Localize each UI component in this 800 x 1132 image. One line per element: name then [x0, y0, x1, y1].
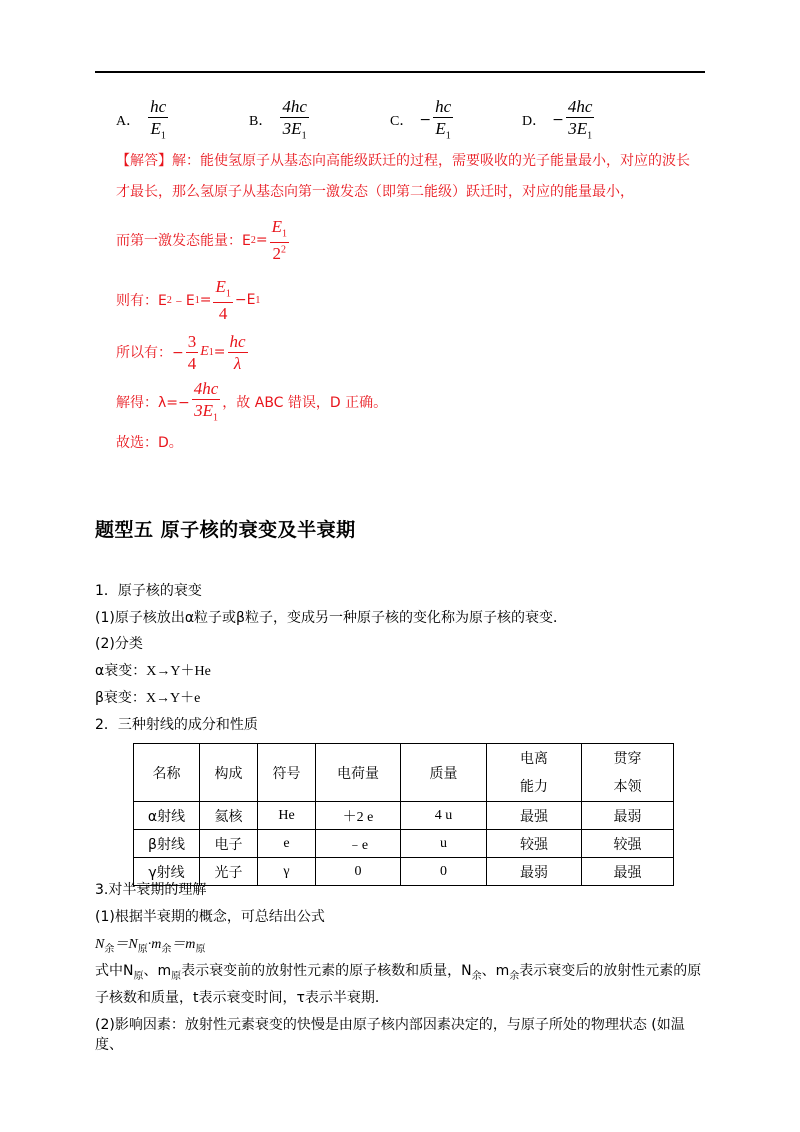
table-header-cell: 构成: [200, 744, 258, 802]
table-cell: 最弱: [582, 802, 674, 830]
body-p7: 3.对半衰期的理解: [95, 882, 207, 898]
answer-line-7: 故选：D。: [116, 435, 183, 451]
table-cell: γ: [258, 858, 316, 886]
table-header-cell: 符号: [258, 744, 316, 802]
body-alpha-decay: α衰变：X→Y＋He: [95, 663, 211, 679]
body-p2: (1)原子核放出α粒子或β粒子，变成另一种原子核的变化称为原子核的衰变．: [95, 610, 567, 626]
table-cell: α射线: [134, 802, 200, 830]
rays-table: [133, 743, 674, 886]
table-header-row: [134, 744, 674, 802]
table-header-cell: 名称: [134, 744, 200, 802]
lambda-fraction: $\frac{4hc}{3E_1}$: [193, 379, 219, 424]
answer-line-4: 则有：E 2 ﹣E 1 = $\frac{E_1}{4}$ −E 1: [116, 277, 261, 323]
table-header-cell: 贯穿 本领: [582, 744, 674, 802]
table-header-cell: 电荷量: [316, 744, 401, 802]
answer-line-2: 才最长，那么氢原子从基态向第一激发态（即第二能级）跃迁时，对应的能量最小，: [116, 184, 634, 200]
section-heading: 题型五 原子核的衰变及半衰期: [95, 519, 356, 541]
option-a-fraction: $\frac{hc}{E_1}$: [150, 97, 167, 142]
table-row: [134, 802, 674, 830]
table-cell: 氦核: [200, 802, 258, 830]
table-cell: e: [258, 830, 316, 858]
table-cell: He: [258, 802, 316, 830]
answer-line-6: 解得：λ=− $\frac{4hc}{3E_1}$ ，故 ABC 错误，D 正确。: [116, 379, 388, 424]
table-header-cell: 电离 能力: [487, 744, 582, 802]
option-d[interactable]: D． − $\frac{4hc}{3E_1}$: [522, 97, 593, 142]
table-cell: 电子: [200, 830, 258, 858]
option-c[interactable]: C． − $\frac{hc}{E_1}$: [390, 97, 452, 142]
table-cell: 0: [401, 858, 487, 886]
body-p12: (2)影响因素：放射性元素衰变的快慢是由原子核内部因素决定的，与原子所处的物理状态 (如温度、: [95, 1017, 685, 1053]
first-excited-fraction: $\frac{E_1}{2^2}$: [271, 217, 287, 263]
body-p11: 子核数和质量，t表示衰变时间，τ表示半衰期．: [95, 990, 389, 1006]
table-cell: ﹣e: [316, 830, 401, 858]
answer-line-5: 所以有：− $\frac{3}{4}$ E 1 = $\frac{hc}{\lambda}$: [116, 331, 246, 373]
top-rule: [95, 71, 705, 73]
body-p3: (2)分类: [95, 636, 143, 652]
body-p8: (1)根据半衰期的概念，可总结出公式: [95, 909, 325, 925]
table-cell: 光子: [200, 858, 258, 886]
body-beta-decay: β衰变：X→Y＋e: [95, 690, 201, 706]
energy-diff-fraction: $\frac{E_1}{4}$: [215, 277, 231, 323]
body-p1: 1．原子核的衰变: [95, 583, 202, 599]
table-cell: u: [401, 830, 487, 858]
table-cell: 最弱: [487, 858, 582, 886]
body-p10: 式中$N_原$、$m_原$表示衰变前的放射性元素的原子核数和质量，$N_余$、$m_余$表示衰变后的放射性元素的原: [95, 963, 702, 982]
three-quarter-fraction: $\frac{3}{4}$: [187, 331, 197, 373]
option-b[interactable]: B． $\frac{4hc}{3E_1}$: [249, 97, 307, 142]
table-cell: β射线: [134, 830, 200, 858]
table-cell: ＋2 e: [316, 802, 401, 830]
table-cell: 0: [316, 858, 401, 886]
answer-line-1: 【解答】解：能使氢原子从基态向高能级跃迁的过程，需要吸收的光子能量最小，对应的波长: [116, 153, 690, 169]
answer-line-3: 而第一激发态能量：E 2 = $\frac{E_1}{2^2}$: [116, 217, 287, 263]
option-d-fraction: $\frac{4hc}{3E_1}$: [567, 97, 593, 142]
body-p6: 2．三种射线的成分和性质: [95, 717, 258, 733]
half-life-formula: $N_余=N_原\cdot m_余=m_原$: [95, 937, 206, 955]
hc-lambda-fraction: $\frac{hc}{\lambda}$: [229, 331, 246, 373]
answer-tag: 【解答】: [116, 153, 172, 169]
table-row: [134, 830, 674, 858]
table-cell: 最强: [487, 802, 582, 830]
table-cell: 4 u: [401, 802, 487, 830]
table-cell: 最强: [582, 858, 674, 886]
table-cell: 较强: [487, 830, 582, 858]
table-header-cell: 质量: [401, 744, 487, 802]
option-a[interactable]: A． $\frac{hc}{E_1}$: [116, 97, 167, 142]
table-cell: 较强: [582, 830, 674, 858]
option-b-fraction: $\frac{4hc}{3E_1}$: [282, 97, 307, 142]
answer-options: [116, 97, 716, 143]
option-c-fraction: $\frac{hc}{E_1}$: [435, 97, 452, 142]
table-cell: γ射线: [134, 858, 200, 886]
